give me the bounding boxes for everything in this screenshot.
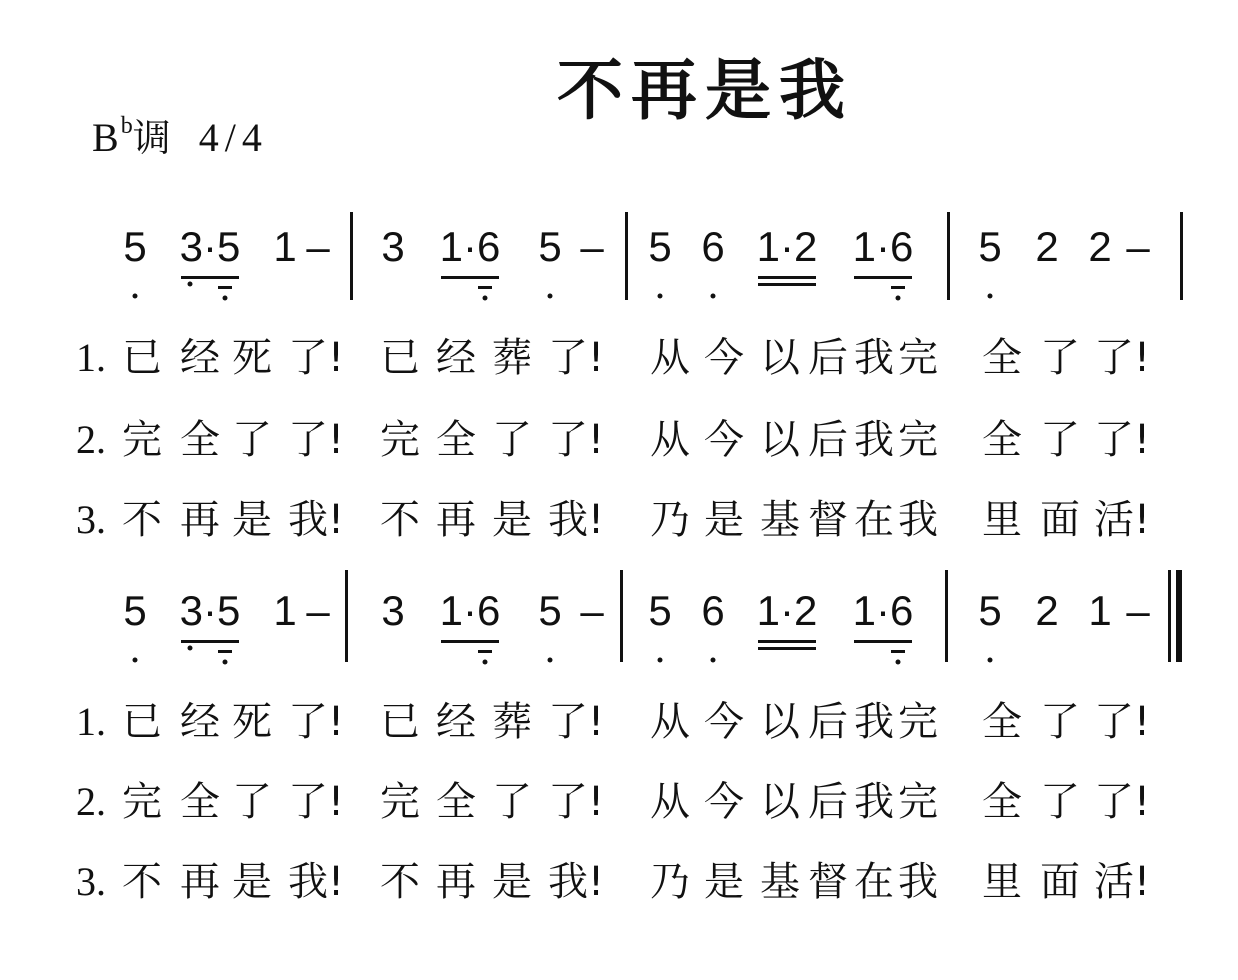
lyric-syllable: 了! [288, 335, 345, 381]
note: 5 [123, 587, 147, 634]
lyric-syllable: 了! [548, 417, 605, 463]
lyric-syllable: 督 [808, 497, 848, 543]
octave-dot [658, 294, 663, 299]
note: 1 [273, 223, 297, 270]
lyric-syllable: 是 [704, 497, 744, 543]
barline [350, 212, 353, 300]
lyric-syllable: 完 [898, 417, 938, 463]
note: 5 [538, 587, 562, 634]
time-signature: 4/4 [198, 115, 268, 160]
lyric-syllable: 面 [1040, 497, 1080, 543]
note: 5 [648, 223, 672, 270]
key-accidental: b [120, 113, 133, 139]
beam-sub-line [478, 650, 492, 653]
lyric-syllable: 督 [808, 859, 848, 905]
lyric-syllable: 了! [1094, 335, 1151, 381]
lyric-syllable: 已 [380, 699, 420, 745]
lyric-syllable: 不 [380, 497, 420, 543]
octave-dot [988, 294, 993, 299]
lyric-syllable: 里 [982, 859, 1022, 905]
verse-number: 3. [76, 497, 106, 542]
octave-dot [548, 294, 553, 299]
lyric-syllable: 全 [982, 779, 1022, 825]
key-mode: 调 [132, 116, 171, 160]
octave-dot [896, 296, 901, 301]
lyric-syllable: 葬 [492, 699, 532, 745]
note: 1 [1088, 587, 1112, 634]
lyric-syllable: 全 [436, 779, 476, 825]
note: 2 [1088, 223, 1112, 270]
lyric-syllable: 经 [436, 335, 476, 381]
lyric-syllable: 我 [854, 779, 894, 825]
verse-number: 3. [76, 859, 106, 904]
lyric-syllable: 了 [1040, 335, 1080, 381]
beam-line [758, 283, 816, 286]
lyric-syllable: 再 [180, 497, 220, 543]
octave-dot [483, 660, 488, 665]
lyric-syllable: 全 [436, 417, 476, 463]
lyric-syllable: 已 [122, 335, 162, 381]
lyric-syllable: 以 [760, 417, 800, 463]
lyric-syllable: 了 [1040, 699, 1080, 745]
lyric-syllable: 再 [436, 497, 476, 543]
lyric-syllable: 以 [760, 335, 800, 381]
lyric-syllable: 了! [548, 335, 605, 381]
lyric-syllable: 完 [898, 335, 938, 381]
lyric-syllable: 再 [436, 859, 476, 905]
lyric-syllable: 葬 [492, 335, 532, 381]
lyric-syllable: 活! [1094, 859, 1151, 905]
lyric-syllable: 全 [982, 335, 1022, 381]
beam-sub-line [218, 286, 232, 289]
lyric-syllable: 基 [760, 859, 800, 905]
beam-line [758, 640, 816, 643]
lyric-syllable: 面 [1040, 859, 1080, 905]
lyric-syllable: 了! [288, 779, 345, 825]
lyric-syllable: 是 [704, 859, 744, 905]
octave-dot [223, 296, 228, 301]
lyric-syllable: 今 [704, 335, 744, 381]
note: 6 [701, 587, 725, 634]
barline [345, 570, 348, 662]
lyric-syllable: 我! [548, 859, 605, 905]
lyric-syllable: 乃 [650, 497, 690, 543]
lyric-syllable: 后 [808, 779, 848, 825]
beam-line [181, 640, 239, 643]
lyric-syllable: 经 [436, 699, 476, 745]
lyric-syllable: 了 [232, 779, 272, 825]
beam-line [441, 640, 499, 643]
final-barline-thin [1168, 570, 1171, 662]
octave-dot [483, 296, 488, 301]
octave-dot [711, 294, 716, 299]
lyric-syllable: 全 [982, 417, 1022, 463]
lyric-syllable: 再 [180, 859, 220, 905]
lyric-syllable: 以 [760, 779, 800, 825]
note: 5 [648, 587, 672, 634]
lyric-syllable: 已 [122, 699, 162, 745]
lyric-syllable: 全 [982, 699, 1022, 745]
lyric-syllable: 了 [492, 417, 532, 463]
lyric-syllable: 我 [854, 335, 894, 381]
note: 1·6 [852, 223, 914, 270]
note: 3 [381, 587, 405, 634]
barline [945, 570, 948, 662]
note: 1·2 [756, 587, 818, 634]
lyric-syllable: 不 [122, 497, 162, 543]
lyric-syllable: 是 [492, 859, 532, 905]
lyric-syllable: 基 [760, 497, 800, 543]
note: 5 [978, 223, 1002, 270]
lyric-syllable: 了! [288, 699, 345, 745]
song-title: 不再是我 [557, 52, 853, 129]
lyric-syllable: 后 [808, 699, 848, 745]
lyric-syllable: 了 [1040, 779, 1080, 825]
note: – [580, 587, 604, 634]
key-signature [92, 113, 268, 160]
lyric-syllable: 从 [650, 779, 690, 825]
final-barline-thick [1176, 570, 1182, 662]
lyric-syllable: 了! [1094, 779, 1151, 825]
beam-line [854, 276, 912, 279]
octave-dot [711, 658, 716, 663]
lyric-syllable: 完 [898, 779, 938, 825]
lyric-syllable: 全 [180, 417, 220, 463]
note: 5 [538, 223, 562, 270]
note: – [1126, 587, 1150, 634]
note: 3·5 [179, 223, 241, 270]
note: 3 [381, 223, 405, 270]
note: – [306, 223, 330, 270]
lyric-syllable: 全 [180, 779, 220, 825]
lyric-syllable: 死 [232, 699, 272, 745]
key-letter: B [92, 115, 119, 160]
verse-number: 2. [76, 417, 106, 462]
octave-dot [988, 658, 993, 663]
beam-sub-line [478, 286, 492, 289]
verse-number: 2. [76, 779, 106, 824]
lyric-syllable: 今 [704, 779, 744, 825]
lyric-syllable: 我 [898, 859, 938, 905]
note: – [1126, 223, 1150, 270]
beam-line [758, 276, 816, 279]
lyric-syllable: 从 [650, 417, 690, 463]
note: 1·2 [756, 223, 818, 270]
lyric-syllable: 了! [1094, 699, 1151, 745]
lyric-syllable: 我 [898, 497, 938, 543]
lyric-syllable: 了 [492, 779, 532, 825]
lyric-syllable: 完 [122, 417, 162, 463]
beam-sub-line [891, 650, 905, 653]
lyric-syllable: 在 [854, 497, 894, 543]
lyric-syllable: 乃 [650, 859, 690, 905]
octave-dot [896, 660, 901, 665]
lyric-syllable: 不 [122, 859, 162, 905]
lyric-syllable: 完 [122, 779, 162, 825]
lyric-syllable: 从 [650, 699, 690, 745]
barline [625, 212, 628, 300]
beam-line [181, 276, 239, 279]
lyric-syllable: 以 [760, 699, 800, 745]
lyric-syllable: 不 [380, 859, 420, 905]
octave-dot [548, 658, 553, 663]
octave-dot [133, 294, 138, 299]
note: 5 [978, 587, 1002, 634]
lyric-syllable: 是 [492, 497, 532, 543]
note: 1 [273, 587, 297, 634]
barline [947, 212, 950, 300]
note: 6 [701, 223, 725, 270]
lyric-syllable: 了! [548, 699, 605, 745]
note: 1·6 [439, 587, 501, 634]
barline [1180, 212, 1183, 300]
lyric-syllable: 里 [982, 497, 1022, 543]
beam-sub-line [891, 286, 905, 289]
lyric-syllable: 活! [1094, 497, 1151, 543]
lyric-syllable: 我! [288, 859, 345, 905]
note: 2 [1035, 223, 1059, 270]
lyric-syllable: 了 [1040, 417, 1080, 463]
verse-number: 1. [76, 335, 106, 380]
lyric-syllable: 我! [288, 497, 345, 543]
lyric-syllable: 从 [650, 335, 690, 381]
beam-line [854, 640, 912, 643]
lyric-syllable: 了! [548, 779, 605, 825]
lyric-syllable: 了 [232, 417, 272, 463]
lyric-syllable: 在 [854, 859, 894, 905]
beam-sub-line [218, 650, 232, 653]
barline [620, 570, 623, 662]
lyric-syllable: 我 [854, 417, 894, 463]
beam-line [441, 276, 499, 279]
octave-dot [188, 646, 193, 651]
lyric-syllable: 已 [380, 335, 420, 381]
note: 3·5 [179, 587, 241, 634]
lyric-syllable: 完 [380, 779, 420, 825]
lyric-syllable: 完 [898, 699, 938, 745]
note: 1·6 [439, 223, 501, 270]
lyric-syllable: 经 [180, 335, 220, 381]
octave-dot [223, 660, 228, 665]
lyric-syllable: 后 [808, 335, 848, 381]
lyric-syllable: 了! [288, 417, 345, 463]
lyric-syllable: 了! [1094, 417, 1151, 463]
lyric-syllable: 死 [232, 335, 272, 381]
lyric-syllable: 后 [808, 417, 848, 463]
note: – [580, 223, 604, 270]
octave-dot [133, 658, 138, 663]
lyric-syllable: 是 [232, 497, 272, 543]
lyric-syllable: 今 [704, 699, 744, 745]
lyric-syllable: 是 [232, 859, 272, 905]
lyric-syllable: 经 [180, 699, 220, 745]
lyric-syllable: 今 [704, 417, 744, 463]
beam-line [758, 647, 816, 650]
verse-number: 1. [76, 699, 106, 744]
octave-dot [188, 282, 193, 287]
lyric-syllable: 我! [548, 497, 605, 543]
note: – [306, 587, 330, 634]
lyric-syllable: 我 [854, 699, 894, 745]
lyric-syllable: 完 [380, 417, 420, 463]
note: 1·6 [852, 587, 914, 634]
note: 5 [123, 223, 147, 270]
note: 2 [1035, 587, 1059, 634]
octave-dot [658, 658, 663, 663]
